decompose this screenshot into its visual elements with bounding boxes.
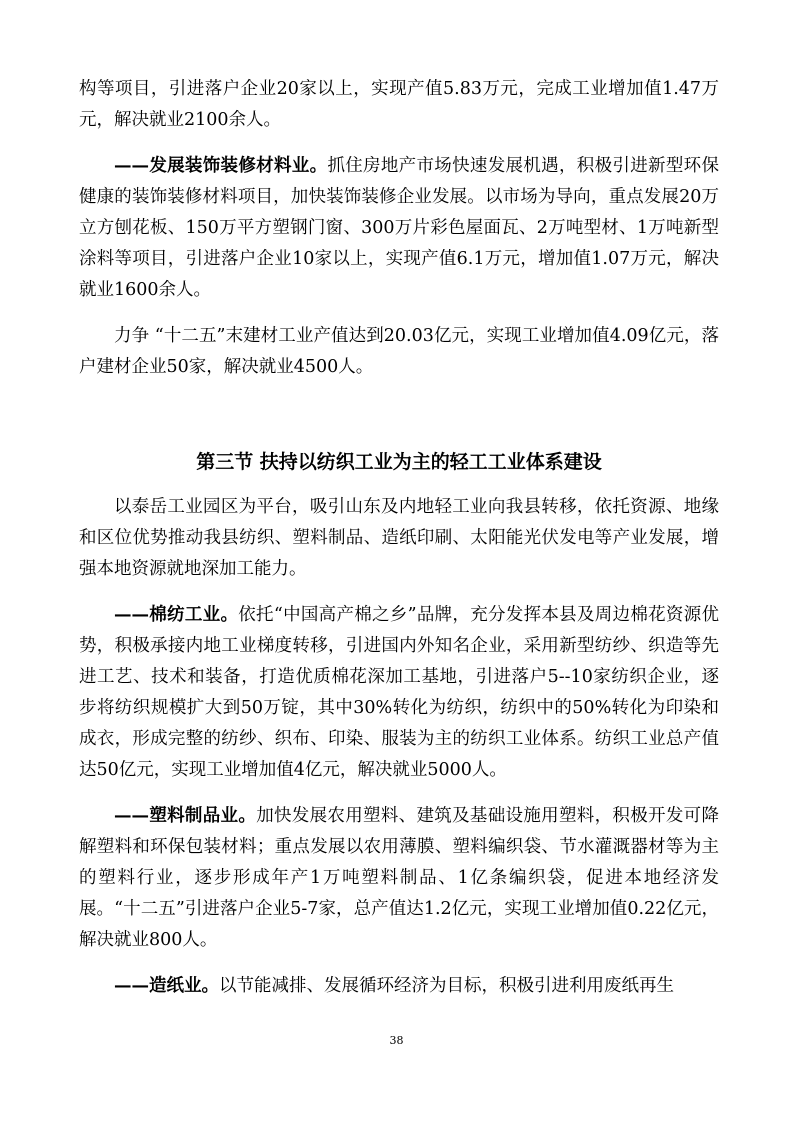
paragraph-cotton-textile	[79, 600, 719, 786]
paragraph-body: 以节能减排、发展循环经济为目标，积极引进利用废纸再生	[219, 976, 674, 996]
document-page	[79, 74, 719, 1002]
paragraph-plastic-products	[79, 801, 719, 956]
paragraph-body: 加快发展农用塑料、建筑及基础设施用塑料，积极开发可降解塑料和环保包装材料；重点发展以农用薄膜、塑料编织袋、节水灌溉器材等为主的塑料行业，逐步形成年产1万吨塑料制品、1亿条编织袋，促进本地经济发展。“十二五”引进落户企业5-7家，总产值达1.2亿元，实现工业增加值0.22亿元，解决就业800人。	[79, 806, 719, 950]
paragraph-building-materials-target: 力争 “十二五”末建材工业产值达到20.03亿元，实现工业增加值4.09亿元，落户建材企业50家，解决就业4500人。	[79, 326, 719, 377]
paragraph-body: 依托“中国高产棉之乡”品牌，充分发挥本县及周边棉花资源优势，积极承接内地工业梯度转移，引进国内外知名企业，采用新型纺纱、织造等先进工艺、技术和装备，打造优质棉花深加工基地，引进落户5--10家纺织企业，逐步将纺织规模扩大到50万锭，其中30%转化为纺织，纺织中的50%转化为印染和成衣，形成完整的纺纱、织布、印染、服装为主的纺织工业体系。纺织工业总产值达50亿元，实现工业增加值4亿元，解决就业5000人。	[79, 605, 719, 780]
paragraph-heading: ——棉纺工业。	[114, 605, 239, 625]
paragraph-heading: ——发展装饰装修材料业。	[114, 156, 328, 176]
paragraph-paper-making	[79, 971, 719, 1002]
section-title: 第三节 扶持以纺织工业为主的轻工工业体系建设	[196, 451, 602, 473]
paragraph-heading: ——塑料制品业。	[114, 806, 257, 826]
paragraph-heading: ——造纸业。	[114, 976, 219, 996]
page-number: 38	[389, 1034, 404, 1047]
paragraph-decoration-materials	[79, 151, 719, 306]
paragraph-body: 抓住房地产市场快速发展机遇，积极引进新型环保健康的装饰装修材料项目，加快装饰装修企业发展。以市场为导向，重点发展20万立方刨花板、150万平方塑钢门窗、300万片彩色屋面瓦、2万吨型材、1万吨新型涂料等项目，引进落户企业10家以上，实现产值6.1万元，增加值1.07万元，解决就业1600余人。	[79, 156, 719, 300]
paragraph-building-materials-tail: 构等项目，引进落户企业20家以上，实现产值5.83万元，完成工业增加值1.47万元，解决就业2100余人。	[79, 79, 719, 130]
paragraph-light-industry-intro: 以泰岳工业园区为平台，吸引山东及内地轻工业向我县转移，依托资源、地缘和区位优势推动我县纺织、塑料制品、造纸印刷、太阳能光伏发电等产业发展，增强本地资源就地深加工能力。	[79, 497, 719, 579]
